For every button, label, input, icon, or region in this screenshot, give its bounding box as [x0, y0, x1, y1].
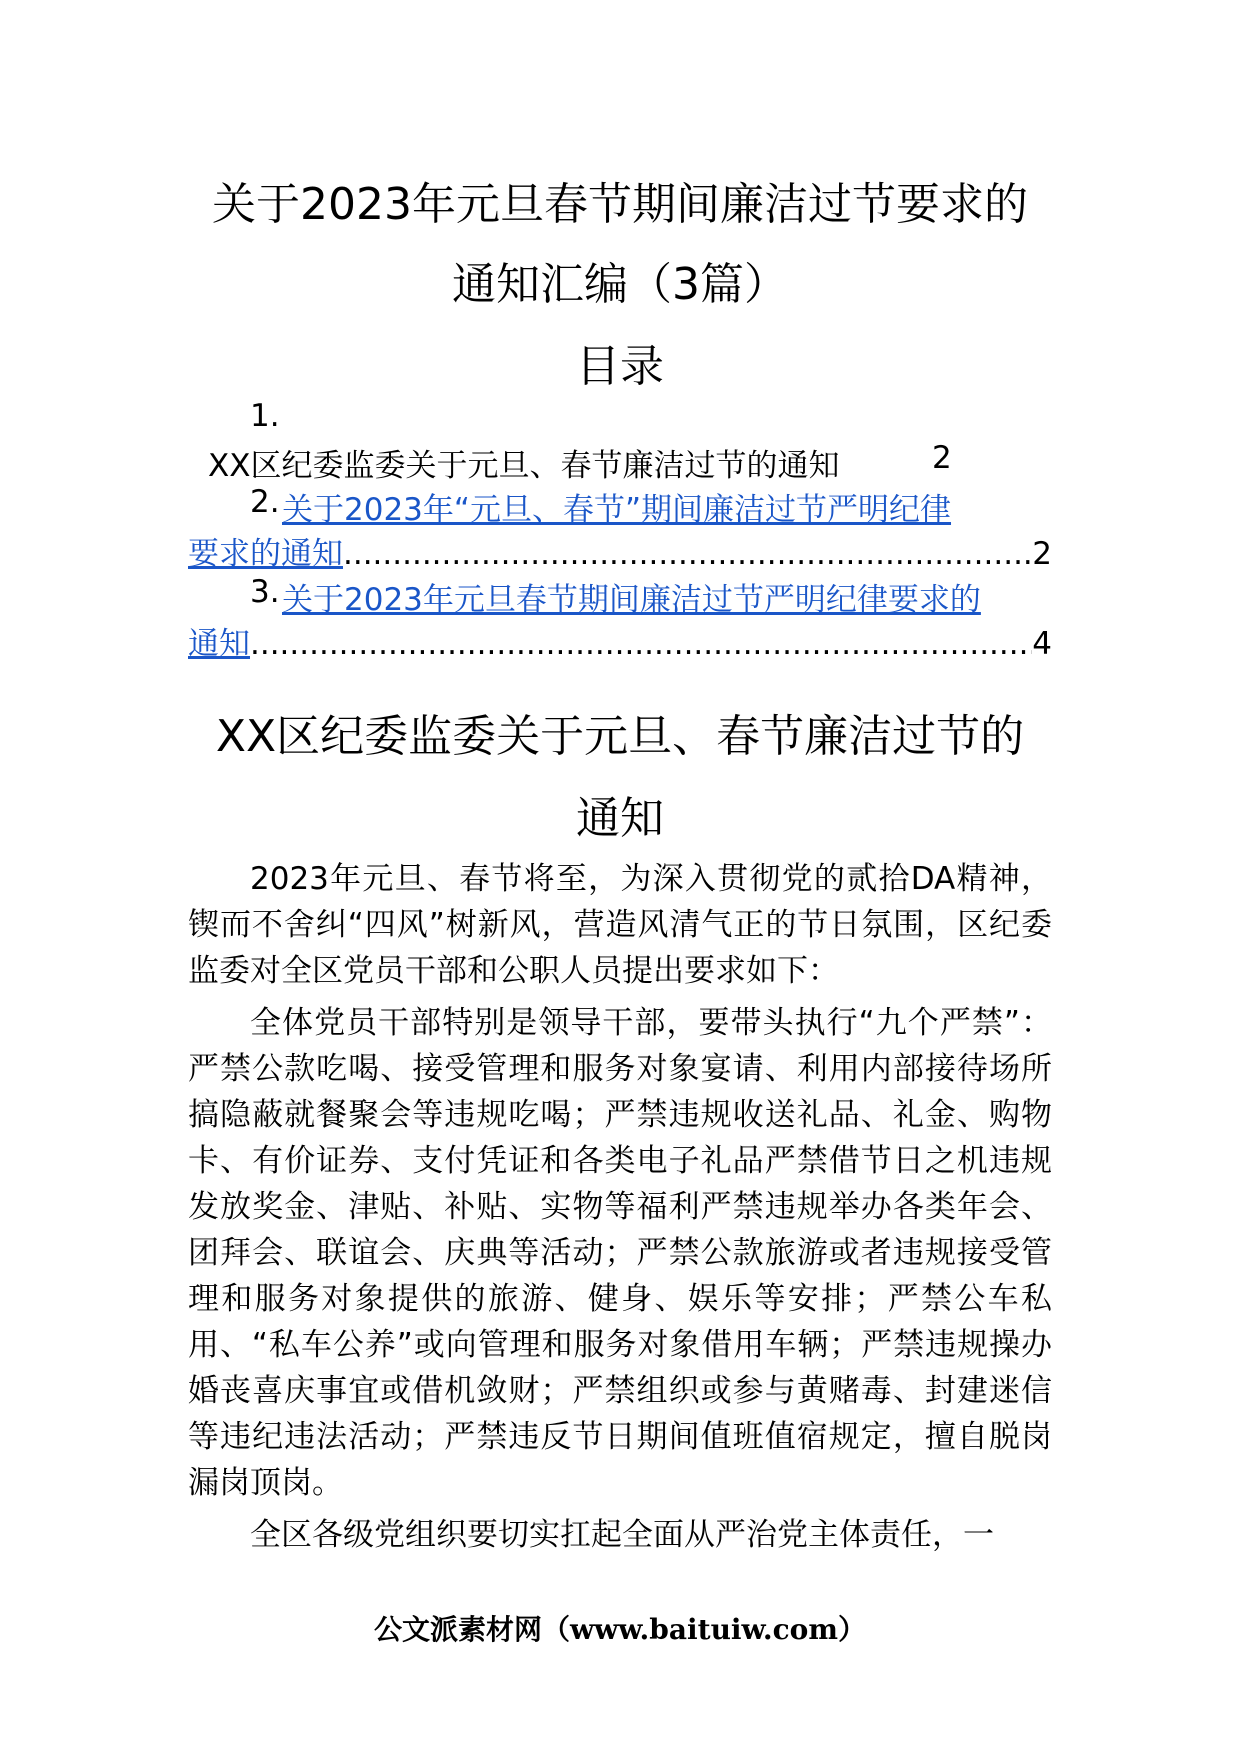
toc-item-2-link-cont[interactable]: 要求的通知 [188, 536, 343, 572]
toc-item-3-link[interactable]: 关于2023年元旦春节期间廉洁过节严明纪律要求的 [282, 582, 981, 618]
section-title-line-2: 通知 [576, 793, 664, 844]
doc-title-line-2: 通知汇编（3篇） [452, 259, 788, 310]
toc-item-3-page: 4 [1032, 626, 1052, 662]
toc-item-3-number: 3. [250, 574, 280, 610]
toc-item-1-text: XX区纪委监委关于元旦、春节廉洁过节的通知 [208, 448, 840, 484]
toc-heading: 目录 [576, 341, 664, 392]
paragraph-1: 2023年元旦、春节将至，为深入贯彻党的贰拾DA精神，锲而不舍纠“四风”树新风，营造风清气正的节日氛围，区纪委监委对全区党员干部和公职人员提出要求如下： [188, 861, 1052, 989]
section-title-line-1: XX区纪委监委关于元旦、春节廉洁过节的 [215, 711, 1025, 762]
toc-item-3-leader-row [188, 618, 1052, 663]
toc-item-3-dot-leader [250, 626, 1032, 662]
toc-item-2-page: 2 [1032, 536, 1052, 572]
toc-item-3-link-cont[interactable]: 通知 [188, 626, 250, 662]
toc-item-1-page: 2 [932, 440, 952, 476]
paragraph-3: 全区各级党组织要切实扛起全面从严治党主体责任，一 [250, 1517, 994, 1553]
toc-item-2-leader-row [188, 528, 1052, 573]
toc-item-2-link[interactable]: 关于2023年“元旦、春节”期间廉洁过节严明纪律 [282, 492, 952, 528]
paragraph-2: 全体党员干部特别是领导干部，要带头执行“九个严禁”：严禁公款吃喝、接受管理和服务对象宴请、利用内部接待场所搞隐蔽就餐聚会等违规吃喝；严禁违规收送礼品、礼金、购物卡、有价证券、支付凭证和各类电子礼品严禁借节日之机违规发放奖金、津贴、补贴、实物等福利严禁违规举办各类年会、团拜会、联谊会、庆典等活动；严禁公款旅游或者违规接受管理和服务对象提供的旅游、健身、娱乐等安排；严禁公车私用、“私车公养”或向管理和服务对象借用车辆；严禁违规操办婚丧喜庆事宜或借机敛财；严禁组织或参与黄赌毒、封建迷信等违纪违法活动；严禁违反节日期间值班值宿规定，擅自脱岗漏岗顶岗。 [188, 1005, 1052, 1501]
doc-title-line-1: 关于2023年元旦春节期间廉洁过节要求的 [212, 179, 1028, 230]
toc-item-1-number: 1. [250, 398, 280, 434]
footer-watermark: 公文派素材网（www.baituiw.com） [374, 1613, 866, 1646]
toc-item-2-number: 2. [250, 484, 280, 520]
toc-item-2-dot-leader [343, 536, 1032, 572]
